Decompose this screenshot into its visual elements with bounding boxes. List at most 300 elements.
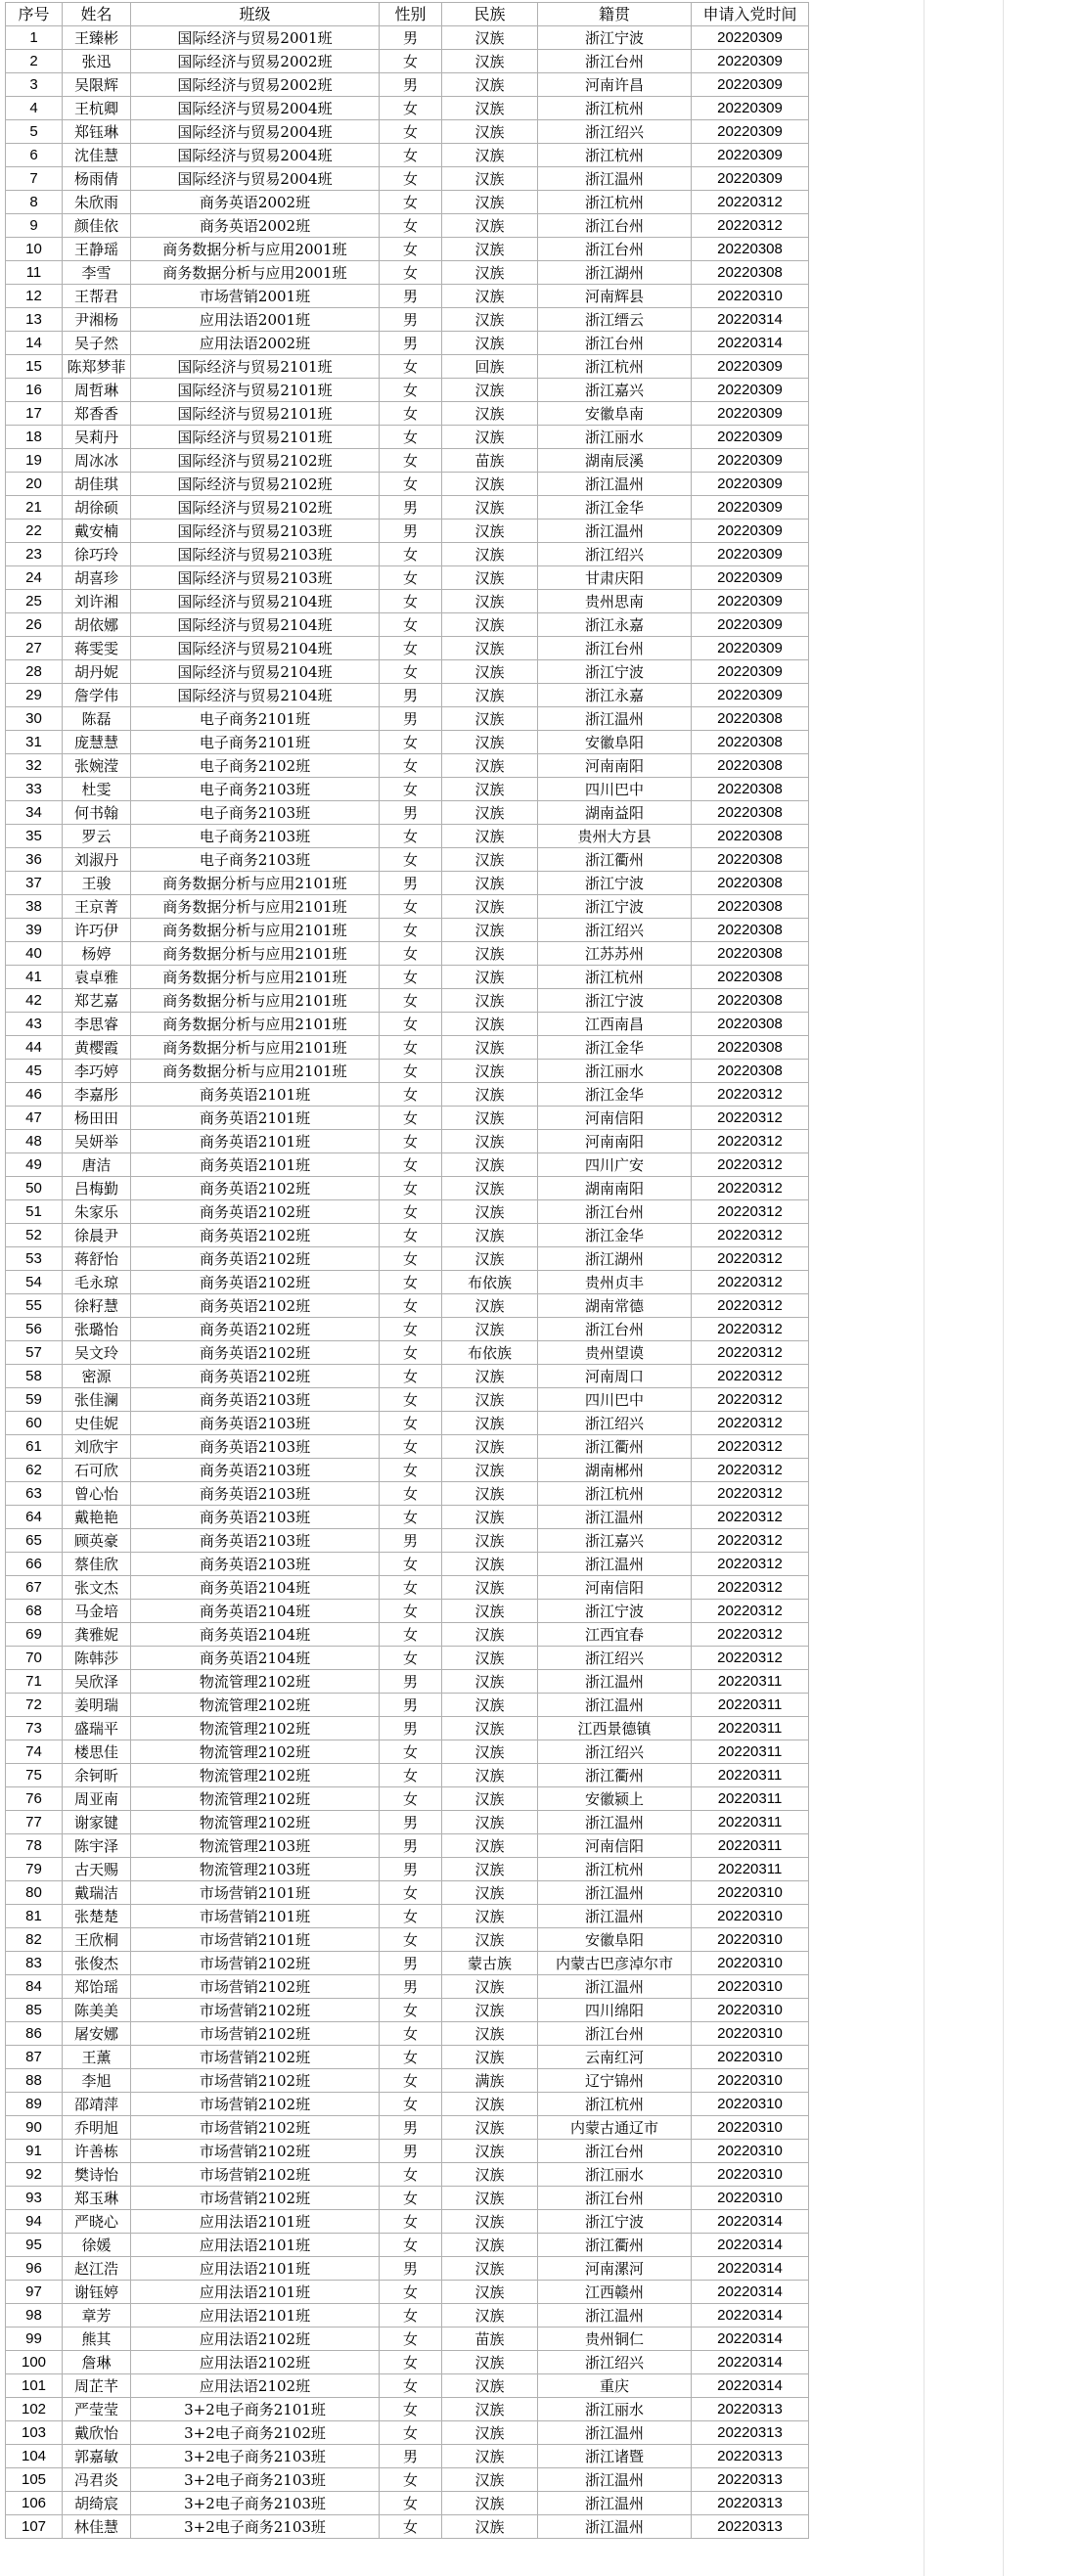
- cell-name[interactable]: 张楚楚: [63, 1905, 131, 1928]
- cell-apply-date[interactable]: 20220312: [692, 1482, 809, 1506]
- header-cell[interactable]: 姓名: [63, 3, 131, 26]
- cell-name[interactable]: 樊诗怡: [63, 2163, 131, 2187]
- cell-name[interactable]: 黄樱霞: [63, 1036, 131, 1060]
- cell-hometown[interactable]: 安徽阜阳: [538, 1928, 692, 1952]
- cell-name[interactable]: 陈郑梦菲: [63, 355, 131, 379]
- cell-class[interactable]: 物流管理2102班: [131, 1717, 380, 1740]
- cell-name[interactable]: 何书翰: [63, 801, 131, 825]
- cell-gender[interactable]: 女: [380, 2351, 442, 2374]
- cell-index[interactable]: 84: [6, 1975, 63, 1999]
- cell-index[interactable]: 74: [6, 1740, 63, 1764]
- cell-index[interactable]: 60: [6, 1412, 63, 1435]
- cell-ethnicity[interactable]: 汉族: [442, 2257, 538, 2281]
- cell-apply-date[interactable]: 20220311: [692, 1670, 809, 1694]
- cell-gender[interactable]: 女: [380, 1341, 442, 1365]
- cell-gender[interactable]: 女: [380, 50, 442, 73]
- cell-gender[interactable]: 女: [380, 1365, 442, 1388]
- cell-index[interactable]: 56: [6, 1318, 63, 1341]
- cell-ethnicity[interactable]: 汉族: [442, 590, 538, 613]
- cell-index[interactable]: 71: [6, 1670, 63, 1694]
- cell-index[interactable]: 24: [6, 566, 63, 590]
- cell-hometown[interactable]: 贵州贞丰: [538, 1271, 692, 1294]
- cell-class[interactable]: 商务英语2103班: [131, 1388, 380, 1412]
- cell-apply-date[interactable]: 20220313: [692, 2515, 809, 2539]
- cell-gender[interactable]: 女: [380, 2492, 442, 2515]
- cell-hometown[interactable]: 江西南昌: [538, 1013, 692, 1036]
- cell-class[interactable]: 商务数据分析与应用2001班: [131, 261, 380, 285]
- cell-apply-date[interactable]: 20220312: [692, 1529, 809, 1553]
- cell-gender[interactable]: 男: [380, 332, 442, 355]
- cell-hometown[interactable]: 浙江温州: [538, 1975, 692, 1999]
- cell-name[interactable]: 毛永琼: [63, 1271, 131, 1294]
- cell-gender[interactable]: 男: [380, 308, 442, 332]
- cell-apply-date[interactable]: 20220312: [692, 1553, 809, 1576]
- cell-hometown[interactable]: 浙江绍兴: [538, 543, 692, 566]
- cell-ethnicity[interactable]: 汉族: [442, 496, 538, 520]
- cell-ethnicity[interactable]: 汉族: [442, 1717, 538, 1740]
- cell-hometown[interactable]: 浙江杭州: [538, 966, 692, 989]
- cell-index[interactable]: 30: [6, 707, 63, 731]
- cell-hometown[interactable]: 浙江宁波: [538, 1600, 692, 1623]
- cell-ethnicity[interactable]: 汉族: [442, 426, 538, 449]
- cell-class[interactable]: 市场营销2102班: [131, 1952, 380, 1975]
- cell-name[interactable]: 周冰冰: [63, 449, 131, 473]
- cell-hometown[interactable]: 浙江丽水: [538, 2398, 692, 2421]
- cell-gender[interactable]: 女: [380, 1482, 442, 1506]
- cell-apply-date[interactable]: 20220314: [692, 2374, 809, 2398]
- cell-ethnicity[interactable]: 汉族: [442, 1060, 538, 1083]
- cell-hometown[interactable]: 湖南郴州: [538, 1459, 692, 1482]
- cell-ethnicity[interactable]: 汉族: [442, 2163, 538, 2187]
- cell-name[interactable]: 王薰: [63, 2046, 131, 2069]
- cell-apply-date[interactable]: 20220312: [692, 1153, 809, 1177]
- cell-hometown[interactable]: 内蒙古通辽市: [538, 2116, 692, 2140]
- cell-class[interactable]: 国际经济与贸易2004班: [131, 144, 380, 167]
- cell-index[interactable]: 34: [6, 801, 63, 825]
- cell-ethnicity[interactable]: 汉族: [442, 895, 538, 919]
- cell-gender[interactable]: 女: [380, 1905, 442, 1928]
- cell-name[interactable]: 蒋雯雯: [63, 637, 131, 660]
- cell-apply-date[interactable]: 20220312: [692, 1435, 809, 1459]
- cell-index[interactable]: 104: [6, 2445, 63, 2468]
- cell-apply-date[interactable]: 20220308: [692, 707, 809, 731]
- cell-gender[interactable]: 女: [380, 2515, 442, 2539]
- cell-hometown[interactable]: 浙江温州: [538, 2421, 692, 2445]
- cell-class[interactable]: 商务数据分析与应用2101班: [131, 1036, 380, 1060]
- cell-hometown[interactable]: 浙江金华: [538, 1083, 692, 1107]
- cell-index[interactable]: 92: [6, 2163, 63, 2187]
- cell-apply-date[interactable]: 20220309: [692, 660, 809, 684]
- cell-ethnicity[interactable]: 汉族: [442, 1553, 538, 1576]
- cell-index[interactable]: 107: [6, 2515, 63, 2539]
- cell-apply-date[interactable]: 20220308: [692, 801, 809, 825]
- cell-gender[interactable]: 男: [380, 26, 442, 50]
- cell-class[interactable]: 商务数据分析与应用2101班: [131, 989, 380, 1013]
- cell-class[interactable]: 国际经济与贸易2002班: [131, 50, 380, 73]
- cell-index[interactable]: 18: [6, 426, 63, 449]
- cell-ethnicity[interactable]: 汉族: [442, 707, 538, 731]
- cell-ethnicity[interactable]: 汉族: [442, 1787, 538, 1811]
- cell-name[interactable]: 胡绮宸: [63, 2492, 131, 2515]
- cell-ethnicity[interactable]: 汉族: [442, 2398, 538, 2421]
- cell-apply-date[interactable]: 20220311: [692, 1694, 809, 1717]
- cell-name[interactable]: 王骏: [63, 872, 131, 895]
- cell-name[interactable]: 胡依娜: [63, 613, 131, 637]
- cell-apply-date[interactable]: 20220314: [692, 332, 809, 355]
- cell-gender[interactable]: 女: [380, 2069, 442, 2093]
- cell-apply-date[interactable]: 20220314: [692, 2234, 809, 2257]
- cell-apply-date[interactable]: 20220312: [692, 1271, 809, 1294]
- cell-apply-date[interactable]: 20220309: [692, 426, 809, 449]
- cell-ethnicity[interactable]: 汉族: [442, 2421, 538, 2445]
- cell-hometown[interactable]: 江苏苏州: [538, 942, 692, 966]
- cell-index[interactable]: 1: [6, 26, 63, 50]
- cell-gender[interactable]: 男: [380, 707, 442, 731]
- cell-name[interactable]: 袁卓雅: [63, 966, 131, 989]
- cell-hometown[interactable]: 浙江台州: [538, 50, 692, 73]
- cell-hometown[interactable]: 浙江温州: [538, 167, 692, 191]
- cell-hometown[interactable]: 浙江丽水: [538, 2163, 692, 2187]
- cell-class[interactable]: 市场营销2001班: [131, 285, 380, 308]
- cell-class[interactable]: 国际经济与贸易2102班: [131, 496, 380, 520]
- cell-class[interactable]: 3+2电子商务2103班: [131, 2468, 380, 2492]
- cell-ethnicity[interactable]: 汉族: [442, 2492, 538, 2515]
- cell-index[interactable]: 62: [6, 1459, 63, 1482]
- cell-gender[interactable]: 女: [380, 825, 442, 848]
- cell-class[interactable]: 物流管理2103班: [131, 1858, 380, 1881]
- cell-hometown[interactable]: 四川巴中: [538, 1388, 692, 1412]
- cell-hometown[interactable]: 浙江台州: [538, 2140, 692, 2163]
- cell-gender[interactable]: 女: [380, 942, 442, 966]
- cell-ethnicity[interactable]: 汉族: [442, 1928, 538, 1952]
- cell-ethnicity[interactable]: 汉族: [442, 966, 538, 989]
- cell-ethnicity[interactable]: 蒙古族: [442, 1952, 538, 1975]
- cell-name[interactable]: 吴限辉: [63, 73, 131, 97]
- cell-name[interactable]: 李旭: [63, 2069, 131, 2093]
- cell-ethnicity[interactable]: 汉族: [442, 1623, 538, 1647]
- cell-name[interactable]: 史佳妮: [63, 1412, 131, 1435]
- cell-class[interactable]: 电子商务2101班: [131, 731, 380, 754]
- cell-index[interactable]: 14: [6, 332, 63, 355]
- cell-ethnicity[interactable]: 汉族: [442, 2351, 538, 2374]
- cell-ethnicity[interactable]: 汉族: [442, 543, 538, 566]
- cell-apply-date[interactable]: 20220309: [692, 566, 809, 590]
- cell-name[interactable]: 曾心怡: [63, 1482, 131, 1506]
- cell-gender[interactable]: 男: [380, 1952, 442, 1975]
- cell-hometown[interactable]: 江西宜春: [538, 1623, 692, 1647]
- cell-class[interactable]: 市场营销2102班: [131, 2140, 380, 2163]
- cell-hometown[interactable]: 河南许昌: [538, 73, 692, 97]
- cell-index[interactable]: 33: [6, 778, 63, 801]
- cell-name[interactable]: 周芷芊: [63, 2374, 131, 2398]
- cell-name[interactable]: 熊其: [63, 2327, 131, 2351]
- cell-apply-date[interactable]: 20220308: [692, 1036, 809, 1060]
- cell-ethnicity[interactable]: 汉族: [442, 613, 538, 637]
- cell-index[interactable]: 68: [6, 1600, 63, 1623]
- cell-ethnicity[interactable]: 汉族: [442, 1764, 538, 1787]
- cell-apply-date[interactable]: 20220311: [692, 1717, 809, 1740]
- cell-gender[interactable]: 女: [380, 214, 442, 238]
- cell-gender[interactable]: 男: [380, 1670, 442, 1694]
- cell-apply-date[interactable]: 20220309: [692, 402, 809, 426]
- cell-ethnicity[interactable]: 汉族: [442, 1459, 538, 1482]
- cell-apply-date[interactable]: 20220308: [692, 261, 809, 285]
- cell-ethnicity[interactable]: 回族: [442, 355, 538, 379]
- cell-name[interactable]: 胡丹妮: [63, 660, 131, 684]
- cell-class[interactable]: 电子商务2102班: [131, 754, 380, 778]
- cell-name[interactable]: 徐媛: [63, 2234, 131, 2257]
- cell-apply-date[interactable]: 20220312: [692, 1224, 809, 1247]
- cell-gender[interactable]: 女: [380, 97, 442, 120]
- cell-class[interactable]: 国际经济与贸易2103班: [131, 520, 380, 543]
- cell-name[interactable]: 杜雯: [63, 778, 131, 801]
- cell-name[interactable]: 邵靖萍: [63, 2093, 131, 2116]
- cell-name[interactable]: 吴欣泽: [63, 1670, 131, 1694]
- cell-class[interactable]: 市场营销2102班: [131, 1975, 380, 1999]
- cell-hometown[interactable]: 贵州铜仁: [538, 2327, 692, 2351]
- cell-index[interactable]: 40: [6, 942, 63, 966]
- cell-class[interactable]: 电子商务2103班: [131, 801, 380, 825]
- cell-apply-date[interactable]: 20220309: [692, 73, 809, 97]
- cell-gender[interactable]: 女: [380, 895, 442, 919]
- cell-gender[interactable]: 女: [380, 1318, 442, 1341]
- cell-ethnicity[interactable]: 苗族: [442, 449, 538, 473]
- cell-hometown[interactable]: 河南漯河: [538, 2257, 692, 2281]
- cell-apply-date[interactable]: 20220313: [692, 2398, 809, 2421]
- cell-index[interactable]: 87: [6, 2046, 63, 2069]
- cell-apply-date[interactable]: 20220312: [692, 1200, 809, 1224]
- cell-class[interactable]: 商务英语2101班: [131, 1153, 380, 1177]
- cell-name[interactable]: 王欣桐: [63, 1928, 131, 1952]
- cell-gender[interactable]: 女: [380, 566, 442, 590]
- cell-apply-date[interactable]: 20220310: [692, 2022, 809, 2046]
- cell-apply-date[interactable]: 20220312: [692, 1107, 809, 1130]
- cell-hometown[interactable]: 浙江缙云: [538, 308, 692, 332]
- cell-index[interactable]: 38: [6, 895, 63, 919]
- cell-class[interactable]: 应用法语2101班: [131, 2210, 380, 2234]
- cell-name[interactable]: 屠安娜: [63, 2022, 131, 2046]
- cell-name[interactable]: 尹湘杨: [63, 308, 131, 332]
- cell-gender[interactable]: 女: [380, 1013, 442, 1036]
- cell-index[interactable]: 75: [6, 1764, 63, 1787]
- cell-class[interactable]: 应用法语2101班: [131, 2281, 380, 2304]
- cell-ethnicity[interactable]: 汉族: [442, 2187, 538, 2210]
- cell-apply-date[interactable]: 20220311: [692, 1764, 809, 1787]
- cell-gender[interactable]: 女: [380, 449, 442, 473]
- cell-gender[interactable]: 女: [380, 731, 442, 754]
- cell-hometown[interactable]: 浙江台州: [538, 637, 692, 660]
- cell-index[interactable]: 52: [6, 1224, 63, 1247]
- cell-gender[interactable]: 女: [380, 989, 442, 1013]
- cell-ethnicity[interactable]: 汉族: [442, 1811, 538, 1834]
- cell-name[interactable]: 楼思佳: [63, 1740, 131, 1764]
- cell-index[interactable]: 61: [6, 1435, 63, 1459]
- cell-name[interactable]: 郑艺嘉: [63, 989, 131, 1013]
- cell-gender[interactable]: 女: [380, 261, 442, 285]
- cell-hometown[interactable]: 浙江温州: [538, 1553, 692, 1576]
- cell-index[interactable]: 32: [6, 754, 63, 778]
- cell-ethnicity[interactable]: 汉族: [442, 2374, 538, 2398]
- cell-hometown[interactable]: 浙江温州: [538, 1670, 692, 1694]
- cell-index[interactable]: 66: [6, 1553, 63, 1576]
- cell-apply-date[interactable]: 20220310: [692, 2140, 809, 2163]
- cell-class[interactable]: 商务英语2102班: [131, 1341, 380, 1365]
- cell-index[interactable]: 105: [6, 2468, 63, 2492]
- cell-class[interactable]: 市场营销2102班: [131, 2022, 380, 2046]
- cell-gender[interactable]: 男: [380, 1858, 442, 1881]
- cell-index[interactable]: 20: [6, 473, 63, 496]
- cell-hometown[interactable]: 浙江金华: [538, 1036, 692, 1060]
- cell-apply-date[interactable]: 20220309: [692, 684, 809, 707]
- cell-hometown[interactable]: 浙江湖州: [538, 1247, 692, 1271]
- cell-class[interactable]: 国际经济与贸易2004班: [131, 167, 380, 191]
- cell-hometown[interactable]: 浙江湖州: [538, 261, 692, 285]
- cell-class[interactable]: 应用法语2102班: [131, 2327, 380, 2351]
- cell-apply-date[interactable]: 20220312: [692, 1412, 809, 1435]
- cell-class[interactable]: 商务英语2103班: [131, 1459, 380, 1482]
- cell-index[interactable]: 12: [6, 285, 63, 308]
- cell-ethnicity[interactable]: 汉族: [442, 1435, 538, 1459]
- cell-name[interactable]: 郑饴瑶: [63, 1975, 131, 1999]
- cell-hometown[interactable]: 浙江宁波: [538, 660, 692, 684]
- cell-hometown[interactable]: 浙江丽水: [538, 1060, 692, 1083]
- cell-index[interactable]: 96: [6, 2257, 63, 2281]
- cell-index[interactable]: 73: [6, 1717, 63, 1740]
- cell-apply-date[interactable]: 20220308: [692, 1060, 809, 1083]
- cell-index[interactable]: 48: [6, 1130, 63, 1153]
- cell-apply-date[interactable]: 20220314: [692, 2304, 809, 2327]
- cell-class[interactable]: 国际经济与贸易2101班: [131, 402, 380, 426]
- cell-name[interactable]: 戴艳艳: [63, 1506, 131, 1529]
- cell-gender[interactable]: 女: [380, 2281, 442, 2304]
- cell-hometown[interactable]: 浙江温州: [538, 1694, 692, 1717]
- cell-index[interactable]: 49: [6, 1153, 63, 1177]
- cell-ethnicity[interactable]: 苗族: [442, 2327, 538, 2351]
- cell-hometown[interactable]: 贵州思南: [538, 590, 692, 613]
- cell-gender[interactable]: 女: [380, 355, 442, 379]
- cell-gender[interactable]: 女: [380, 613, 442, 637]
- cell-hometown[interactable]: 浙江温州: [538, 2492, 692, 2515]
- cell-hometown[interactable]: 浙江嘉兴: [538, 1529, 692, 1553]
- cell-index[interactable]: 82: [6, 1928, 63, 1952]
- cell-name[interactable]: 徐巧玲: [63, 543, 131, 566]
- cell-index[interactable]: 85: [6, 1999, 63, 2022]
- cell-class[interactable]: 商务英语2104班: [131, 1647, 380, 1670]
- cell-hometown[interactable]: 浙江金华: [538, 496, 692, 520]
- cell-name[interactable]: 陈磊: [63, 707, 131, 731]
- cell-gender[interactable]: 女: [380, 919, 442, 942]
- cell-index[interactable]: 72: [6, 1694, 63, 1717]
- cell-apply-date[interactable]: 20220313: [692, 2421, 809, 2445]
- cell-apply-date[interactable]: 20220309: [692, 379, 809, 402]
- cell-index[interactable]: 80: [6, 1881, 63, 1905]
- cell-name[interactable]: 李嘉彤: [63, 1083, 131, 1107]
- cell-index[interactable]: 83: [6, 1952, 63, 1975]
- cell-ethnicity[interactable]: 汉族: [442, 1740, 538, 1764]
- cell-apply-date[interactable]: 20220308: [692, 754, 809, 778]
- cell-index[interactable]: 53: [6, 1247, 63, 1271]
- cell-hometown[interactable]: 浙江台州: [538, 2187, 692, 2210]
- cell-ethnicity[interactable]: 汉族: [442, 848, 538, 872]
- cell-hometown[interactable]: 浙江台州: [538, 2022, 692, 2046]
- cell-index[interactable]: 46: [6, 1083, 63, 1107]
- cell-ethnicity[interactable]: 汉族: [442, 1388, 538, 1412]
- cell-name[interactable]: 戴欣怡: [63, 2421, 131, 2445]
- cell-name[interactable]: 张佳澜: [63, 1388, 131, 1412]
- cell-class[interactable]: 商务数据分析与应用2101班: [131, 1060, 380, 1083]
- cell-class[interactable]: 商务英语2002班: [131, 214, 380, 238]
- cell-name[interactable]: 谢家键: [63, 1811, 131, 1834]
- cell-name[interactable]: 罗云: [63, 825, 131, 848]
- cell-apply-date[interactable]: 20220309: [692, 496, 809, 520]
- cell-class[interactable]: 商务英语2103班: [131, 1553, 380, 1576]
- cell-hometown[interactable]: 浙江永嘉: [538, 613, 692, 637]
- cell-index[interactable]: 43: [6, 1013, 63, 1036]
- cell-index[interactable]: 36: [6, 848, 63, 872]
- cell-gender[interactable]: 女: [380, 2022, 442, 2046]
- cell-hometown[interactable]: 安徽阜阳: [538, 731, 692, 754]
- cell-index[interactable]: 17: [6, 402, 63, 426]
- cell-class[interactable]: 市场营销2102班: [131, 2116, 380, 2140]
- cell-class[interactable]: 国际经济与贸易2004班: [131, 120, 380, 144]
- cell-gender[interactable]: 女: [380, 590, 442, 613]
- cell-gender[interactable]: 女: [380, 1083, 442, 1107]
- cell-name[interactable]: 刘许湘: [63, 590, 131, 613]
- cell-ethnicity[interactable]: 汉族: [442, 1130, 538, 1153]
- cell-hometown[interactable]: 浙江温州: [538, 1881, 692, 1905]
- cell-hometown[interactable]: 河南信阳: [538, 1576, 692, 1600]
- cell-name[interactable]: 陈韩莎: [63, 1647, 131, 1670]
- cell-name[interactable]: 胡佳琪: [63, 473, 131, 496]
- cell-name[interactable]: 严莹莹: [63, 2398, 131, 2421]
- cell-gender[interactable]: 男: [380, 1529, 442, 1553]
- cell-apply-date[interactable]: 20220314: [692, 2210, 809, 2234]
- cell-hometown[interactable]: 四川绵阳: [538, 1999, 692, 2022]
- cell-gender[interactable]: 女: [380, 1553, 442, 1576]
- cell-class[interactable]: 市场营销2101班: [131, 1881, 380, 1905]
- cell-hometown[interactable]: 浙江杭州: [538, 191, 692, 214]
- cell-index[interactable]: 103: [6, 2421, 63, 2445]
- cell-ethnicity[interactable]: 汉族: [442, 2304, 538, 2327]
- cell-index[interactable]: 21: [6, 496, 63, 520]
- cell-class[interactable]: 商务英语2104班: [131, 1600, 380, 1623]
- cell-index[interactable]: 78: [6, 1834, 63, 1858]
- cell-apply-date[interactable]: 20220309: [692, 473, 809, 496]
- cell-class[interactable]: 国际经济与贸易2101班: [131, 379, 380, 402]
- cell-class[interactable]: 商务英语2102班: [131, 1365, 380, 1388]
- cell-hometown[interactable]: 重庆: [538, 2374, 692, 2398]
- cell-ethnicity[interactable]: 汉族: [442, 1013, 538, 1036]
- cell-gender[interactable]: 女: [380, 402, 442, 426]
- cell-name[interactable]: 吴妍举: [63, 1130, 131, 1153]
- cell-ethnicity[interactable]: 汉族: [442, 1153, 538, 1177]
- cell-gender[interactable]: 女: [380, 2304, 442, 2327]
- cell-gender[interactable]: 女: [380, 379, 442, 402]
- cell-class[interactable]: 商务数据分析与应用2001班: [131, 238, 380, 261]
- cell-class[interactable]: 电子商务2101班: [131, 707, 380, 731]
- cell-apply-date[interactable]: 20220310: [692, 1928, 809, 1952]
- cell-gender[interactable]: 男: [380, 1717, 442, 1740]
- cell-gender[interactable]: 女: [380, 1881, 442, 1905]
- cell-class[interactable]: 商务数据分析与应用2101班: [131, 942, 380, 966]
- cell-class[interactable]: 3+2电子商务2103班: [131, 2492, 380, 2515]
- cell-gender[interactable]: 女: [380, 848, 442, 872]
- cell-hometown[interactable]: 贵州望谟: [538, 1341, 692, 1365]
- cell-name[interactable]: 姜明瑞: [63, 1694, 131, 1717]
- cell-gender[interactable]: 女: [380, 1247, 442, 1271]
- cell-class[interactable]: 商务数据分析与应用2101班: [131, 872, 380, 895]
- cell-gender[interactable]: 女: [380, 2398, 442, 2421]
